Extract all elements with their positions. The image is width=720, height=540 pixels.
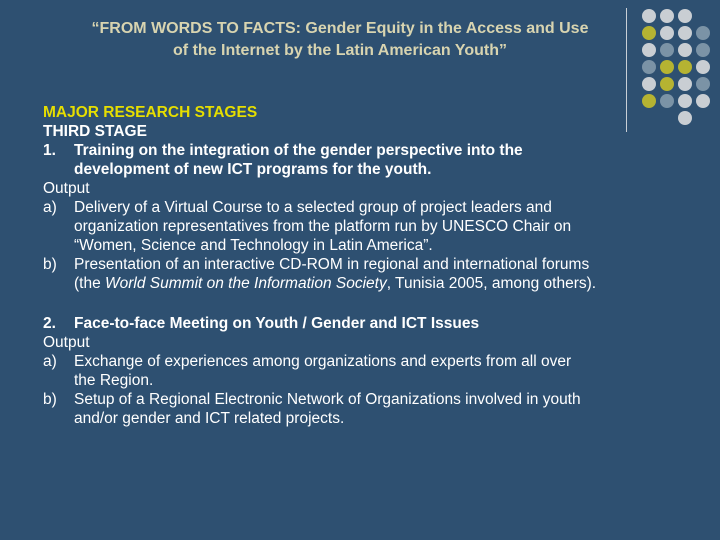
dot [696,60,710,74]
sub-item-label: a) [43,353,57,370]
sub-item-label: a) [43,199,57,216]
title-line-1 [30,18,650,40]
dot [696,26,710,40]
dot [696,43,710,57]
sub-item-text: Exchange of experiences among organizations and experts from all over [74,353,572,370]
spacer [43,293,703,314]
dot [660,60,674,74]
sub-item-label: b) [43,256,57,273]
dot [678,60,692,74]
dot [660,77,674,91]
slide-title [30,18,650,62]
sub-item-label: b) [43,391,57,408]
sub-item-a [43,198,703,217]
title-line-2: of the Internet by the Latin American Youth” [173,42,507,59]
dot [678,9,692,23]
item-text: Face-to-face Meeting on Youth / Gender and ICT Issues [74,315,480,332]
dot [678,26,692,40]
dot [678,43,692,57]
text-run: , Tunisia 2005, among others). [386,275,597,292]
dot [696,77,710,91]
sub-item-b-cont [43,274,703,293]
dot [642,60,656,74]
slide-body [43,103,703,428]
dot [660,43,674,57]
dot [642,43,656,57]
sub-item-b [43,390,703,409]
dot [642,26,656,40]
summit-name: World Summit on the Information Society [105,275,387,292]
title-rest: : Gender Equity in the Access and Use [295,20,589,37]
sub-item-text: Delivery of a Virtual Course to a selected group of project leaders and [74,199,552,216]
dot [678,77,692,91]
item-number: 1. [43,142,56,159]
title-strong: “FROM WORDS TO FACTS [91,20,296,37]
output-label: Output [43,334,90,351]
item-number: 2. [43,315,56,332]
dot [660,9,674,23]
dot [642,77,656,91]
sub-item-b [43,255,703,274]
list-item-1 [43,141,703,160]
sub-item-a-cont: organization representatives from the platform run by UNESCO Chair on [74,218,572,235]
output-label: Output [43,180,90,197]
list-item-1-cont: development of new ICT programs for the youth. [74,161,432,178]
dot [660,26,674,40]
heading-major-stages: MAJOR RESEARCH STAGES [43,104,258,121]
sub-item-a-cont: “Women, Science and Technology in Latin America”. [74,237,433,254]
dot [642,9,656,23]
sub-item-a-cont: the Region. [74,372,154,389]
list-item-2 [43,314,703,333]
item-text: Training on the integration of the gender perspective into the [74,142,523,159]
sub-item-text: Presentation of an interactive CD-ROM in regional and international forums [74,256,590,273]
sub-item-a [43,352,703,371]
heading-third-stage: THIRD STAGE [43,123,147,140]
sub-item-b-cont: and/or gender and ICT related projects. [74,410,345,427]
text-run: (the [74,275,106,292]
sub-item-text: Setup of a Regional Electronic Network of Organizations involved in youth [74,391,581,408]
